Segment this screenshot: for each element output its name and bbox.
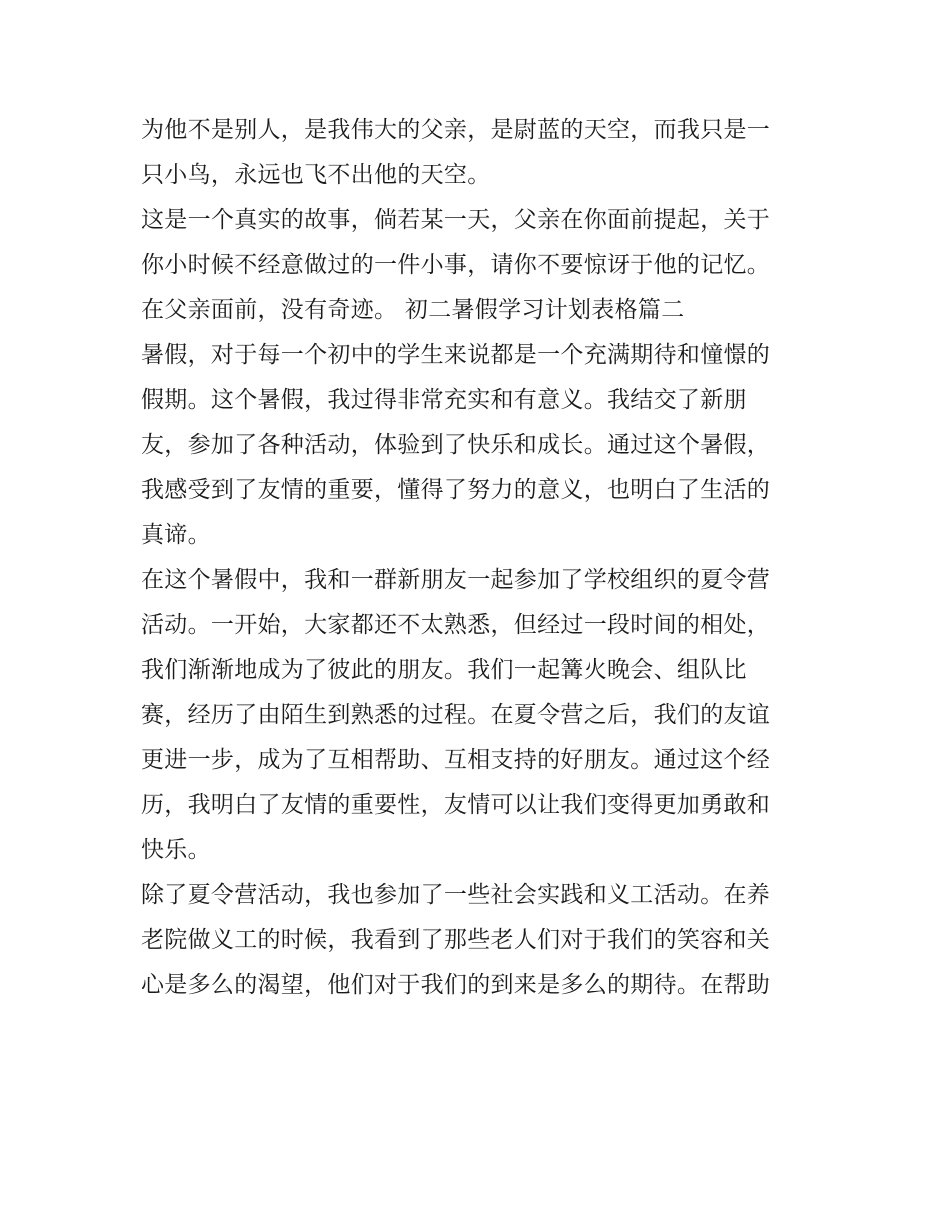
text-line: 假期。这个暑假，我过得非常充实和有意义。我结交了新朋 [141,387,747,413]
text-line: 快乐。 [141,837,211,863]
text-line: 我感受到了友情的重要，懂得了努力的意义，也明白了生活的 [141,477,771,503]
text-line: 暑假，对于每一个初中的学生来说都是一个充满期待和憧憬的 [141,342,771,368]
text-line: 在父亲面前，没有奇迹。 初二暑假学习计划表格篇二 [141,297,685,323]
text-line: 这是一个真实的故事，倘若某一天，父亲在你面前提起，关于 [141,207,771,233]
text-line: 赛，经历了由陌生到熟悉的过程。在夏令营之后，我们的友谊 [141,702,771,728]
text-line: 老院做义工的时候，我看到了那些老人们对于我们的笑容和关 [141,927,771,953]
text-line: 心是多么的渴望，他们对于我们的到来是多么的期待。在帮助 [141,972,771,998]
text-line: 活动。一开始，大家都还不太熟悉，但经过一段时间的相处， [141,612,771,638]
text-line: 除了夏令营活动，我也参加了一些社会实践和义工活动。在养 [141,882,771,908]
text-line: 更进一步，成为了互相帮助、互相支持的好朋友。通过这个经 [141,747,771,773]
text-line: 你小时候不经意做过的一件小事，请你不要惊讶于他的记忆。 [141,252,771,278]
text-line: 为他不是别人，是我伟大的父亲，是尉蓝的天空，而我只是一 [141,117,771,143]
document-body [141,108,821,1008]
text-line: 在这个暑假中，我和一群新朋友一起参加了学校组织的夏令营 [141,567,771,593]
text-line: 只小鸟，永远也飞不出他的天空。 [141,162,491,188]
text-line: 真谛。 [141,522,211,548]
text-line: 我们渐渐地成为了彼此的朋友。我们一起篝火晚会、组队比 [141,657,747,683]
text-line: 友，参加了各种活动，体验到了快乐和成长。通过这个暑假， [141,432,771,458]
text-line: 历，我明白了友情的重要性，友情可以让我们变得更加勇敢和 [141,792,771,818]
